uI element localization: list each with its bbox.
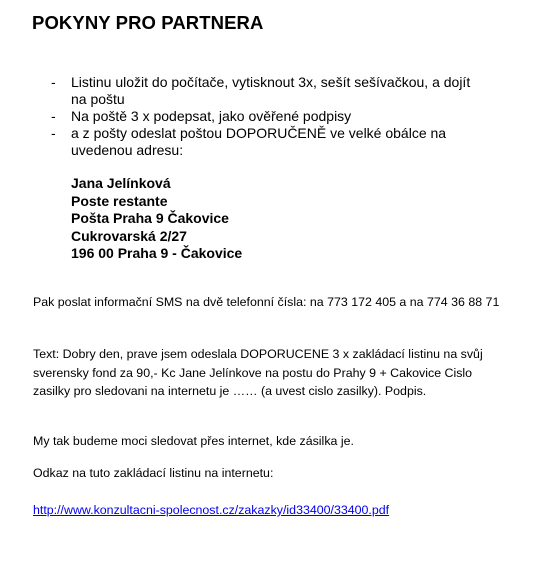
list-marker: - — [51, 125, 56, 141]
sms-template-line: zasilky pro sledovani na internetu je …… (a uvest cislo zasilky). Podpis. — [33, 384, 427, 398]
list-item-line: Na poště 3 x podepsat, jako ověřené podpisy — [71, 108, 352, 124]
link-label: Odkaz na tuto zakládací listinu na internetu: — [33, 466, 274, 480]
sms-template-line: sverensky fond za 90,- Kc Jane Jelínkove na postu do Prahy 9 + Cakovice Cislo — [33, 365, 473, 380]
list-item-line: na poštu — [71, 91, 125, 107]
sms-template-text — [33, 345, 518, 401]
sms-instruction: Pak poslat informační SMS na dvě telefonní čísla: na 773 172 405 a na 774 36 88 71 — [33, 295, 500, 309]
page-title: POKYNY PRO PARTNERA — [32, 12, 264, 33]
instruction-list — [51, 74, 521, 159]
list-item — [51, 74, 521, 108]
list-item-line: a z pošty odeslat poštou DOPORUČENĚ ve velké obálce na — [71, 125, 447, 141]
list-item-line: Listinu uložit do počítače, vytisknout 3x, sešít sešívačkou, a dojít — [71, 74, 471, 90]
list-marker: - — [51, 74, 56, 90]
address-line: Cukrovarská 2/27 — [71, 227, 187, 244]
address-line: 196 00 Praha 9 - Čakovice — [71, 245, 243, 261]
tracking-note: My tak budeme moci sledovat přes internet, kde zásilka je. — [33, 434, 354, 448]
list-marker: - — [51, 108, 56, 124]
address-line: Pošta Praha 9 Čakovice — [71, 210, 229, 226]
address-line: Poste restante — [71, 192, 168, 209]
list-item-line: uvedenou adresu: — [71, 142, 184, 158]
document-link[interactable]: http://www.konzultacni-spolecnost.cz/zakazky/id33400/33400.pdf — [33, 503, 390, 517]
list-item — [51, 125, 521, 159]
list-item — [51, 108, 521, 125]
sms-template-line: Text: Dobry den, prave jsem odeslala DOPORUCENE 3 x zakládací listinu na svůj — [33, 347, 483, 361]
address-line: Jana Jelínková — [71, 175, 171, 191]
address-block — [71, 175, 242, 263]
